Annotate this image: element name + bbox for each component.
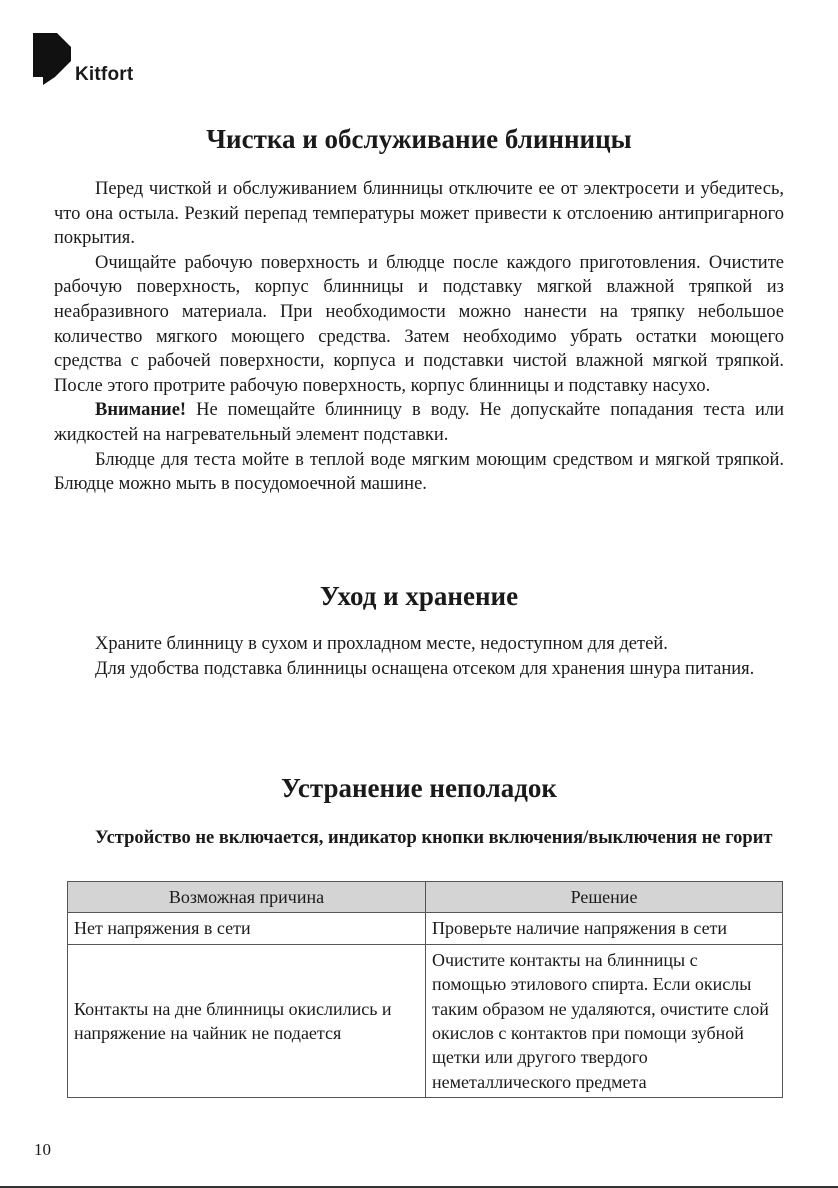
cleaning-paragraph-2: Очищайте рабочую поверхность и блюдце после каждого приготовления. Очистите рабочую поверхность, корпус блинницы и подставку мягкой влажной тряпкой из неабразивного материала. При необходимости можно нанести на тряпку небольшое количество мягкого моющего средства. Затем необходимо убрать остатки моющего средства с рабочей поверхности, корпуса и подставки чистой влажной мягкой тряпкой. После этого протрите рабочую поверхность, корпус блинницы и подставку насухо.: [54, 252, 784, 396]
section-title-cleaning: Чистка и обслуживание блинницы: [206, 124, 632, 154]
table-header-solution: Решение: [426, 882, 783, 913]
troubleshooting-section: [54, 826, 784, 851]
cleaning-paragraph-4: Блюдце для теста мойте в теплой воде мягким моющим средством и мягкой тряпкой. Блюдце можно мыть в посудомоечной машине.: [54, 449, 784, 495]
storage-paragraph-1: Храните блинницу в сухом и прохладном месте, недоступном для детей.: [95, 634, 668, 654]
warning-label: Внимание!: [95, 400, 187, 421]
table-header-row: [68, 882, 783, 913]
section-title-storage: Уход и хранение: [319, 581, 519, 611]
cleaning-paragraph-3: [54, 398, 784, 447]
brand-name: Kitfort: [75, 64, 134, 85]
troubleshooting-table: [67, 881, 783, 1098]
section-title-troubleshooting: Устранение неполадок: [281, 773, 557, 803]
cleaning-section: [54, 177, 784, 497]
table-cell-solution: Очистите контакты на блинницы с помощью этилового спирта. Если окислы таким образом не удаляются, очистите слой окислов с контактов при помощи зубной щетки или другого твердого неметаллического предмета: [426, 944, 783, 1097]
table-cell-cause: Нет напряжения в сети: [68, 913, 426, 944]
table-cell-cause: Контакты на дне блинницы окислились и напряжение на чайник не подается: [68, 944, 426, 1097]
table-row: [68, 913, 783, 944]
warning-text: Не помещайте блинницу в воду. Не допускайте попадания теста или жидкостей на нагревательный элемент подставки.: [54, 400, 784, 445]
table-cell-solution: Проверьте наличие напряжения в сети: [426, 913, 783, 944]
table-row: [68, 944, 783, 1097]
brand-logo: [33, 33, 133, 85]
table-header-cause: Возможная причина: [68, 882, 426, 913]
page-number: 10: [34, 1140, 51, 1159]
storage-section: [54, 632, 784, 681]
storage-paragraph-2: Для удобства подставка блинницы оснащена отсеком для хранения шнура питания.: [95, 658, 755, 679]
kitfort-logo-icon: [33, 33, 71, 85]
troubleshooting-subtitle: Устройство не включается, индикатор кнопки включения/выключения не горит: [95, 828, 773, 848]
cleaning-paragraph-1: Перед чисткой и обслуживанием блинницы отключите ее от электросети и убедитесь, что она остыла. Резкий перепад температуры может привести к отслоению антипригарного покрытия.: [54, 179, 784, 249]
